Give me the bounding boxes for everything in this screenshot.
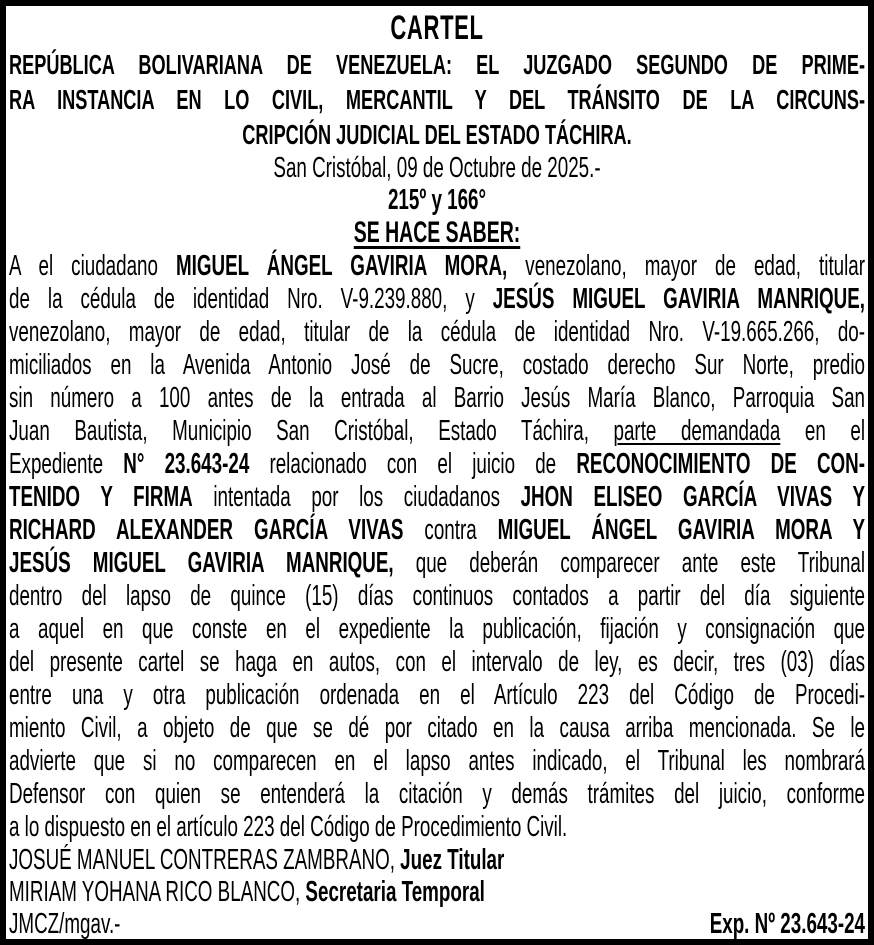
text-segment: de la cédula de identidad Nro. V-9.239.880, y: [9, 283, 493, 315]
text-segment: del presente cartel se haga en autos, con el intervalo de ley, es decir, tres (03) días: [9, 646, 866, 678]
body-line: [9, 349, 865, 382]
bold-text: JESÚS MIGUEL GAVIRIA MANRIQUE,: [492, 283, 866, 315]
text-segment: Expediente: [9, 448, 124, 480]
bold-text: RECONOCIMIENTO DE CON-: [576, 448, 866, 480]
court-line: REPÚBLICA BOLIVARIANA DE VENEZUELA: EL JUZGADO SEGUNDO DE PRIME-: [9, 49, 866, 80]
text-segment: contra: [403, 514, 498, 546]
bold-text: TENIDO Y FIRMA: [9, 481, 193, 513]
body-line: [9, 415, 865, 448]
footer-initials: JMCZ/mgav.-: [9, 908, 121, 940]
body-line: [9, 316, 865, 349]
body-line: [9, 481, 865, 514]
salutation-text: SE HACE SABER:: [353, 216, 521, 249]
signature-line: [9, 844, 865, 876]
text-segment: a aquel en que conste en el expediente la publicación, fijación y consignación que: [9, 613, 866, 645]
text-segment: A el ciudadano: [9, 250, 176, 282]
body-line: [9, 646, 865, 679]
text-segment: venezolano, mayor de edad, titular de la cédula de identidad Nro. V-19.665.266, do-: [9, 316, 866, 348]
text-segment: Juan Bautista, Municipio San Cristóbal, Estado Táchira,: [9, 415, 614, 447]
body-line: [9, 613, 865, 646]
text-segment: venezolano, mayor de edad, titular: [507, 250, 866, 282]
text-segment: MIRIAM YOHANA RICO BLANCO,: [9, 876, 306, 908]
text-segment: miento Civil, a objeto de que se dé por citado en la causa arriba mencionada. Se le: [9, 712, 866, 744]
salutation-line: [9, 216, 865, 250]
bold-text: JESÚS MIGUEL GAVIRIA MANRIQUE,: [9, 547, 394, 579]
bold-text: MIGUEL ÁNGEL GAVIRIA MORA Y: [497, 514, 866, 546]
signature-block: [9, 844, 865, 908]
expediente-number: Exp. Nº 23.643-24: [709, 908, 866, 940]
footer-row: [9, 908, 865, 940]
text-segment: intentada por los ciudadanos: [192, 481, 521, 513]
court-name-block: [9, 47, 865, 152]
text-segment: que deberán comparecer ante este Tribunal: [393, 547, 866, 579]
body-line: [9, 679, 865, 712]
body-line: [9, 283, 865, 316]
body-line: [9, 580, 865, 613]
body-line: [9, 712, 865, 745]
text-segment: Defensor con quien se entenderá la citación y demás trámites del juicio, conforme: [9, 778, 866, 810]
court-line: CRIPCIÓN JUDICIAL DEL ESTADO TÁCHIRA.: [242, 119, 632, 150]
notice-title: CARTEL: [390, 9, 484, 47]
text-segment: dentro del lapso de quince (15) días continuos contados a partir del día siguiente: [9, 580, 866, 612]
notice-body: [9, 250, 865, 844]
text-segment: relacionado con el juicio de: [249, 448, 577, 480]
body-line: [9, 382, 865, 415]
text-segment: en el: [780, 415, 866, 447]
bold-text: MIGUEL ÁNGEL GAVIRIA MORA,: [175, 250, 508, 282]
date-line: San Cristóbal, 09 de Octubre de 2025.-: [273, 152, 601, 184]
text-segment: JOSUÉ MANUEL CONTRERAS ZAMBRANO,: [9, 844, 401, 876]
bold-text: N° 23.643-24: [123, 448, 250, 480]
bold-text: Secretaria Temporal: [305, 876, 485, 908]
body-line: [9, 778, 865, 811]
underlined-text: parte demandada: [613, 415, 781, 447]
body-line: [9, 448, 865, 481]
bold-text: RICHARD ALEXANDER GARCÍA VIVAS: [9, 514, 404, 546]
signature-line: [9, 876, 865, 908]
body-line: [9, 745, 865, 778]
body-line: [9, 811, 865, 844]
notice-content: [9, 10, 865, 940]
text-segment: entre una y otra publicación ordenada en el Artículo 223 del Código de Procedi-: [9, 679, 866, 711]
text-segment: miciliados en la Avenida Antonio José de Sucre, costado derecho Sur Norte, predio: [9, 349, 866, 381]
anniversary-line: 215º y 166°: [387, 184, 487, 216]
body-line: [9, 547, 865, 580]
text-segment: sin número a 100 antes de la entrada al Barrio Jesús María Blanco, Parroquia San: [9, 382, 866, 414]
text-segment: advierte que si no comparecen en el lapso antes indicado, el Tribunal les nombrará: [9, 745, 866, 777]
text-segment: a lo dispuesto en el artículo 223 del Código de Procedimiento Civil.: [9, 811, 568, 843]
court-line: RA INSTANCIA EN LO CIVIL, MERCANTIL Y DEL TRÁNSITO DE LA CIRCUNS-: [9, 84, 866, 115]
bold-text: Juez Titular: [400, 844, 505, 876]
body-line: [9, 250, 865, 283]
bold-text: JHON ELISEO GARCÍA VIVAS Y: [520, 481, 866, 513]
body-line: [9, 514, 865, 547]
